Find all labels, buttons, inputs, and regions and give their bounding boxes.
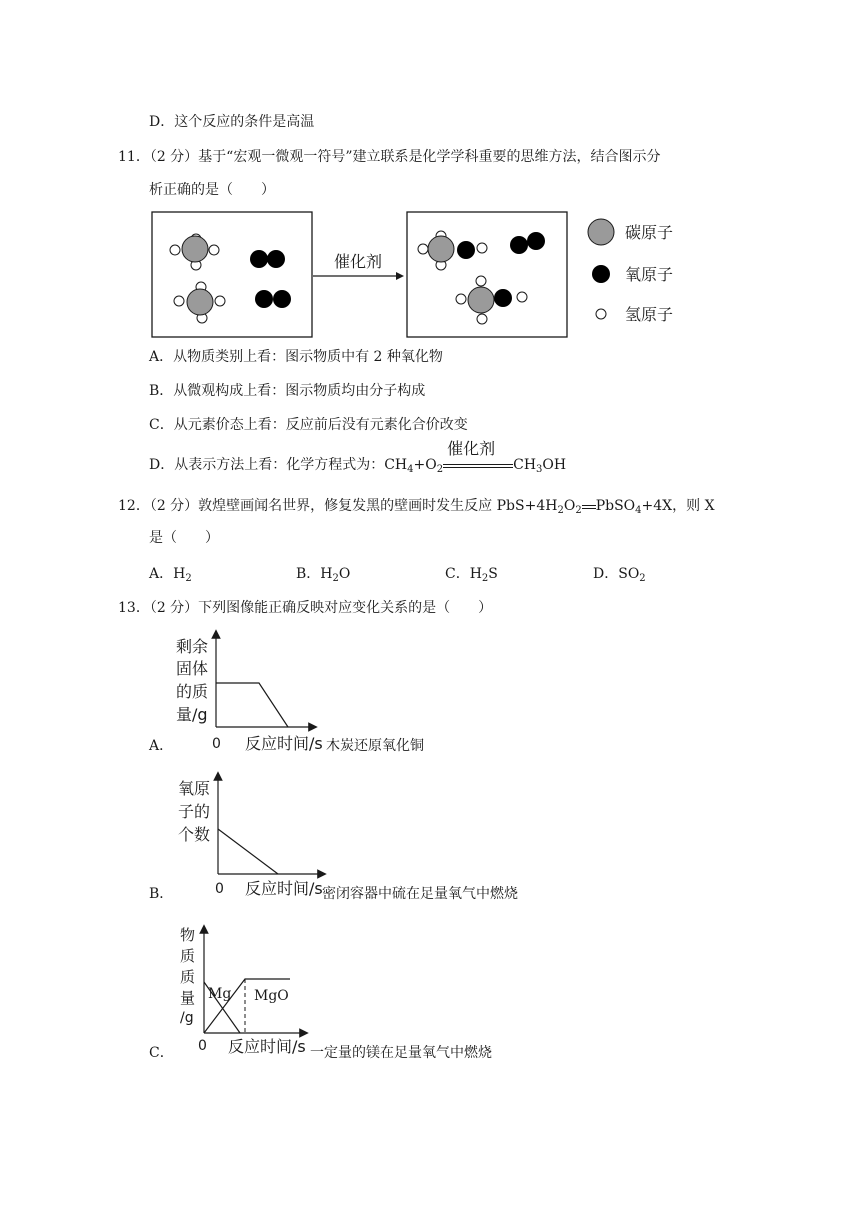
equals-sign xyxy=(582,496,596,516)
graph-c-origin: 0 xyxy=(198,1038,207,1054)
q11-option-d: D．从表示方法上看：化学方程式为：$CH_4+O_2$ 催化剂 $CH_3OH$ xyxy=(149,439,567,475)
graph-c-xlabel: 反应时间/s xyxy=(228,1037,306,1056)
methanol-molecule xyxy=(456,276,527,324)
graph-b-curve xyxy=(218,829,278,874)
reaction-diagram xyxy=(0,205,860,355)
q12-option-d: D．$SO_2$ xyxy=(593,566,646,584)
graph-c-ylabel-1: 物 xyxy=(180,926,196,944)
graph-a-ylabel-4: 量/g xyxy=(176,705,208,724)
q12-stem-line1: 12．（2 分）敦煌壁画闻名世界，修复发黑的壁画时发生反应 $PbS+4H_2O_2$ PbSO$_4$+4X，则 X xyxy=(118,498,715,516)
graph-b-origin: 0 xyxy=(215,881,224,897)
graph-b-caption: 密闭容器中硫在足量氧气中燃烧 xyxy=(322,886,518,902)
legend-oxygen-label: 氧原子 xyxy=(625,265,674,284)
reactants-box xyxy=(152,212,312,337)
graph-b xyxy=(172,770,472,900)
graph-a-ylabel-2: 固体 xyxy=(176,659,209,678)
graph-c-option-label: C． xyxy=(149,1045,174,1061)
q11-option-c: C．从元素价态上看：反应前后没有元素化合价改变 xyxy=(149,417,468,433)
q12-option-c: C．$H_2S$ xyxy=(445,566,498,584)
oxygen-molecule xyxy=(255,290,291,308)
methanol-molecule xyxy=(418,231,487,270)
legend-hydrogen-swatch xyxy=(596,309,606,319)
legend-hydrogen-label: 氢原子 xyxy=(625,305,674,324)
graph-a-option-label: A． xyxy=(149,738,174,754)
graph-a-xlabel: 反应时间/s xyxy=(245,734,323,753)
graph-a-caption: 木炭还原氧化铜 xyxy=(326,738,424,754)
legend-oxygen-swatch xyxy=(592,265,610,283)
q12-option-b: B．$H_2O$ xyxy=(296,566,351,584)
q12-option-a: A．$H_2$ xyxy=(149,566,192,584)
graph-b-ylabel-2: 子的 xyxy=(178,802,211,821)
graph-c-ylabel-4: 量 xyxy=(180,989,196,1007)
graph-a xyxy=(170,628,470,758)
graph-c-ylabel-3: 质 xyxy=(180,968,196,986)
q12-stem-line2: 是（ ） xyxy=(149,530,219,546)
graph-b-ylabel-3: 个数 xyxy=(178,825,211,844)
methane-molecule xyxy=(174,282,225,323)
graph-b-ylabel-1: 氧原 xyxy=(178,779,211,798)
methane-molecule xyxy=(170,234,219,270)
graph-a-ylabel-3: 的质 xyxy=(176,682,209,701)
q11-option-b: B．从微观构成上看：图示物质均由分子构成 xyxy=(149,383,426,399)
legend-carbon-swatch xyxy=(588,219,614,245)
graph-a-origin: 0 xyxy=(212,736,221,752)
catalyst-equals-sign: 催化剂 xyxy=(443,455,513,475)
graph-c-mg-label: Mg xyxy=(208,986,232,1002)
graph-c-mgo-label: MgO xyxy=(254,988,289,1004)
catalyst-label: 催化剂 xyxy=(334,252,383,271)
q13-stem: 13．（2 分）下列图像能正确反映对应变化关系的是（ ） xyxy=(118,600,493,616)
graph-a-curve xyxy=(216,683,288,727)
q11-stem-line2: 析正确的是（ ） xyxy=(149,182,275,198)
oxygen-molecule xyxy=(250,250,285,268)
graph-c-ylabel-5: /g xyxy=(180,1010,194,1026)
q11-stem-line1: 11．（2 分）基于“宏观一微观一符号”建立联系是化学学科重要的思维方法，结合图示分 xyxy=(118,149,661,165)
graph-c-caption: 一定量的镁在足量氧气中燃烧 xyxy=(310,1045,492,1061)
legend-carbon-label: 碳原子 xyxy=(625,223,674,242)
graph-b-xlabel: 反应时间/s xyxy=(245,879,323,898)
legend xyxy=(588,219,673,324)
graph-c-ylabel-2: 质 xyxy=(180,947,196,965)
q10-option-d: D．这个反应的条件是高温 xyxy=(149,114,315,130)
q11-option-a: A．从物质类别上看：图示物质中有 2 种氧化物 xyxy=(149,349,443,365)
graph-c xyxy=(176,920,476,1060)
graph-a-ylabel-1: 剩余 xyxy=(176,637,209,656)
graph-b-option-label: B． xyxy=(149,886,174,902)
oxygen-molecule xyxy=(510,232,545,254)
